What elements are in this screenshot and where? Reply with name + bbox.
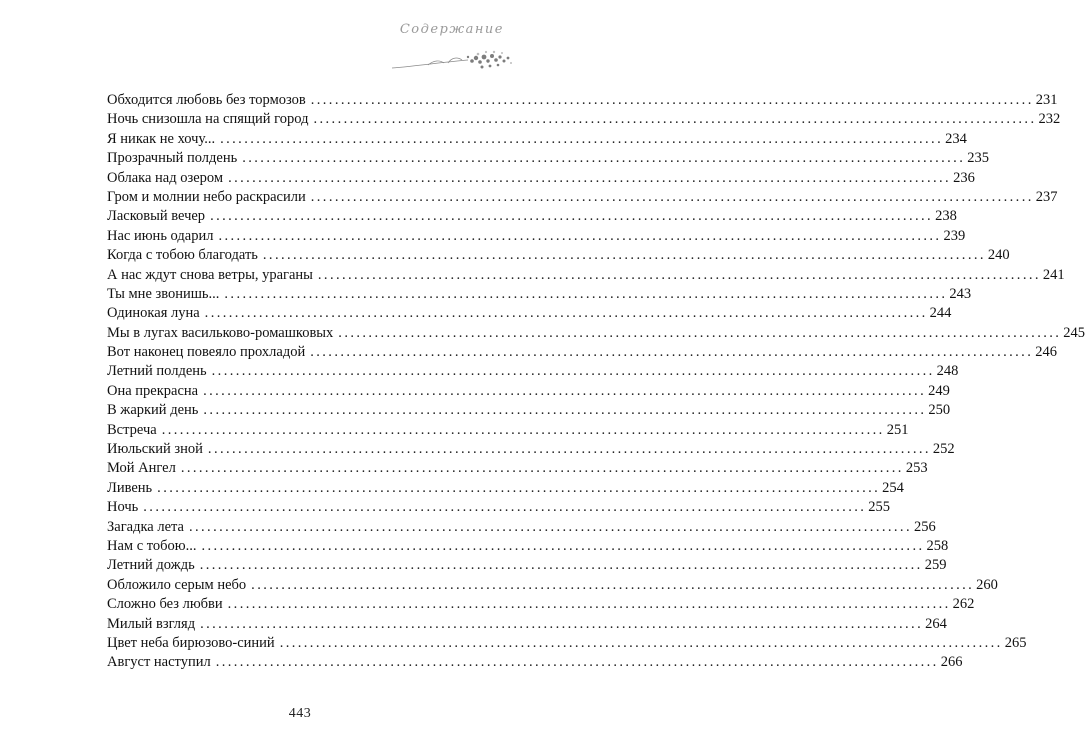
toc-entry-title: Милый взгляд: [107, 615, 196, 632]
toc-dot-leader: ........................................................................................................................: [310, 344, 1034, 361]
toc-dot-leader: ........................................................................................................................: [210, 208, 934, 225]
toc-dot-leader: ........................................................................................................................: [211, 363, 935, 380]
toc-entry-title: Ночь: [107, 499, 139, 516]
toc-entry-page: 253: [905, 460, 928, 477]
toc-entry-title: Ливень: [107, 479, 153, 496]
toc-entry-title: Цвет неба бирюзово-синий: [107, 634, 275, 651]
toc-entry-page: 256: [913, 518, 936, 535]
toc-entry-title: Нас июнь одарил: [107, 227, 214, 244]
toc-entry-page: 241: [1042, 266, 1065, 283]
toc-entry-title: Нам с тобою...: [107, 537, 197, 554]
toc-dot-leader: ........................................................................................................................: [317, 266, 1041, 283]
toc-entry: [107, 382, 950, 401]
toc-dot-leader: ........................................................................................................................: [199, 557, 923, 574]
toc-entry-page: 250: [928, 402, 951, 419]
toc-entry-page: 255: [868, 499, 891, 516]
toc-entry: [107, 518, 936, 537]
toc-entry-page: 234: [945, 130, 967, 147]
toc-entry-page: 237: [1035, 188, 1058, 205]
toc-dot-leader: ........................................................................................................................: [251, 576, 975, 593]
toc-entry-page: 259: [924, 557, 947, 574]
toc-dot-leader: ........................................................................................................................: [262, 247, 986, 264]
toc-entry-title: Она прекрасна: [107, 382, 199, 399]
toc-entry: [107, 227, 966, 246]
toc-dot-leader: ........................................................................................................................: [313, 111, 1037, 128]
toc-dot-leader: ........................................................................................................................: [180, 460, 904, 477]
toc-entry-title: Мой Ангел: [107, 460, 176, 477]
toc-entry: [107, 246, 1010, 265]
toc-dot-leader: ........................................................................................................................: [203, 382, 927, 399]
toc-entry-title: Обходится любовь без тормозов: [107, 92, 306, 108]
toc-entry: [107, 304, 952, 323]
toc-entry-page: 240: [987, 247, 1010, 264]
toc-entry-page: 243: [949, 285, 972, 302]
toc-dot-leader: ........................................................................................................................: [215, 654, 939, 671]
toc-entry-title: Летний дождь: [107, 557, 195, 574]
toc-entry-page: 238: [935, 208, 957, 225]
toc-dot-leader: ........................................................................................................................: [143, 499, 867, 516]
toc-dot-leader: ........................................................................................................................: [201, 537, 925, 554]
toc-entry-title: Я никак не хочу...: [107, 130, 216, 147]
toc-entry: [107, 343, 1057, 362]
toc-entry-title: Загадка лета: [107, 518, 184, 535]
toc-entry-title: Одинокая луна: [107, 305, 200, 322]
toc-entry: [107, 634, 1027, 653]
toc-entry: [107, 615, 947, 634]
toc-dot-leader: ........................................................................................................................: [310, 188, 1034, 205]
toc-dot-leader: ........................................................................................................................: [218, 227, 942, 244]
toc-entry: [107, 576, 998, 595]
toc-entry-title: Ласковый вечер: [107, 208, 206, 225]
toc-entry-page: 239: [943, 227, 966, 244]
toc-entry: [107, 498, 891, 517]
running-head-title: Содержание: [399, 22, 504, 37]
toc-entry-page: 264: [925, 615, 947, 632]
toc-entry: [107, 266, 1065, 285]
toc-entry-title: Август наступил: [107, 654, 211, 671]
toc-entry-title: Гром и молнии небо раскрасили: [107, 188, 306, 205]
toc-entry-page: 231: [1035, 92, 1058, 108]
toc-entry-title: В жаркий день: [107, 402, 199, 419]
toc-entry: [107, 207, 957, 226]
toc-entry-page: 245: [1063, 324, 1085, 341]
page-number: 443: [288, 706, 312, 721]
toc-entry-page: 258: [926, 537, 949, 554]
toc-entry-page: 249: [928, 382, 950, 399]
toc-entry-page: 254: [882, 479, 904, 496]
toc-entry-title: Ночь снизошла на спящий город: [107, 111, 309, 128]
toc-entry-page: 232: [1038, 111, 1061, 128]
toc-dot-leader: ........................................................................................................................: [220, 130, 944, 147]
toc-entry: [107, 149, 989, 168]
toc-entry-page: 246: [1035, 344, 1057, 361]
toc-entry: [107, 324, 1085, 343]
toc-dot-leader: ........................................................................................................................: [203, 402, 927, 419]
toc-entry-title: Ты мне звонишь...: [107, 285, 220, 302]
toc-entry: [107, 440, 955, 459]
toc-entry: [107, 421, 909, 440]
toc-entry-page: 266: [940, 654, 963, 671]
toc-dot-leader: ........................................................................................................................: [227, 596, 951, 613]
toc-entry-title: А нас ждут снова ветры, ураганы: [107, 266, 313, 283]
toc-entry-title: Июльский зной: [107, 441, 203, 458]
toc-entry-page: 236: [953, 169, 975, 186]
toc-entry: [107, 537, 949, 556]
toc-dot-leader: ........................................................................................................................: [224, 285, 948, 302]
toc-entry: [107, 401, 951, 420]
toc-entry: [107, 188, 1058, 207]
toc-dot-leader: ........................................................................................................................: [204, 305, 928, 322]
table-of-contents: [107, 91, 1085, 673]
toc-entry-title: Сложно без любви: [107, 596, 223, 613]
toc-entry: [107, 595, 975, 614]
toc-entry: [107, 169, 975, 188]
toc-entry: [107, 130, 967, 149]
toc-dot-leader: ........................................................................................................................: [338, 324, 1062, 341]
toc-entry-title: Вот наконец повеяло прохладой: [107, 344, 306, 361]
toc-entry-title: Когда с тобою благодать: [107, 247, 258, 264]
floral-ornament-icon: [388, 48, 518, 76]
toc-entry-title: Мы в лугах васильково-ромашковых: [107, 324, 334, 341]
toc-dot-leader: ........................................................................................................................: [279, 634, 1003, 651]
toc-entry: [107, 479, 904, 498]
toc-dot-leader: ........................................................................................................................: [161, 421, 885, 438]
toc-dot-leader: ........................................................................................................................: [228, 169, 952, 186]
toc-entry-title: Прозрачный полдень: [107, 150, 238, 167]
toc-entry: [107, 556, 947, 575]
toc-dot-leader: ........................................................................................................................: [207, 441, 931, 458]
toc-entry: [107, 362, 959, 381]
toc-dot-leader: ........................................................................................................................: [310, 92, 1034, 108]
toc-entry: [107, 285, 972, 304]
toc-entry-page: 252: [932, 441, 955, 458]
toc-entry: [107, 110, 1061, 129]
toc-entry-page: 251: [886, 421, 909, 438]
toc-entry-title: Облака над озером: [107, 169, 224, 186]
toc-dot-leader: ........................................................................................................................: [200, 615, 924, 632]
toc-entry: [107, 653, 963, 672]
toc-entry-title: Встреча: [107, 421, 157, 438]
toc-entry-title: Обложило серым небо: [107, 576, 247, 593]
toc-entry-page: 260: [976, 576, 998, 593]
toc-entry-title: Летний полдень: [107, 363, 207, 380]
toc-dot-leader: ........................................................................................................................: [242, 150, 966, 167]
toc-entry-page: 248: [936, 363, 959, 380]
toc-entry-page: 235: [967, 150, 989, 167]
toc-entry-page: 244: [929, 305, 952, 322]
toc-dot-leader: ........................................................................................................................: [157, 479, 881, 496]
toc-entry-page: 262: [952, 596, 975, 613]
toc-entry: [107, 459, 928, 478]
toc-entry: [107, 91, 1058, 110]
toc-dot-leader: ........................................................................................................................: [188, 518, 912, 535]
toc-entry-page: 265: [1004, 634, 1027, 651]
